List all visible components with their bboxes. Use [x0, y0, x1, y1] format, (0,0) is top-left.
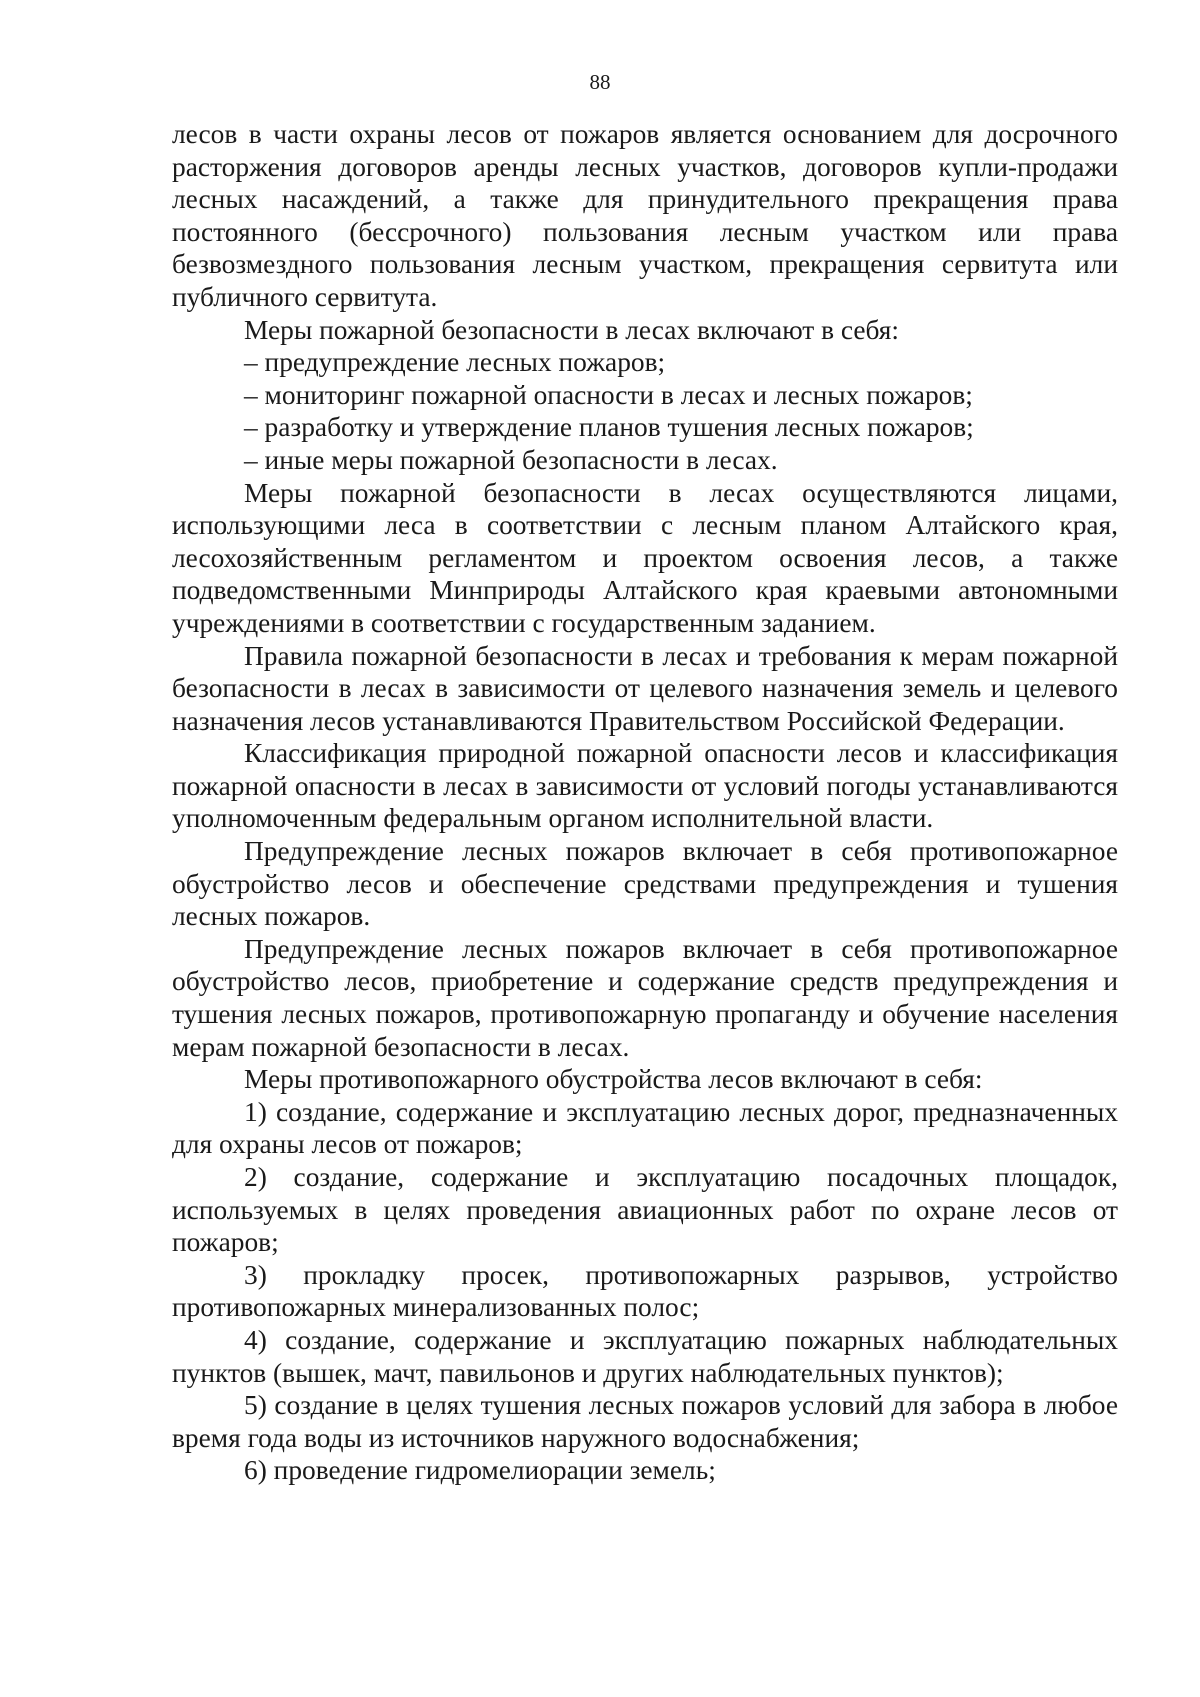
paragraph: Предупреждение лесных пожаров включает в себя противопожарное обустройство лесов и обеспечение средствами предупреждения и тушения лесных пожаров.	[172, 836, 1118, 932]
paragraph: Правила пожарной безопасности в лесах и требования к мерам пожарной безопасности в лесах в зависимости от целевого назначения земель и целевого назначения лесов устанавливаются Правительством Российской Федерации.	[172, 640, 1118, 736]
numbered-item: 4) создание, содержание и эксплуатацию пожарных наблюдательных пунктов (вышек, мачт, павильонов и других наблюдательных пунктов);	[172, 1324, 1118, 1388]
paragraph: Классификация природной пожарной опасности лесов и классификация пожарной опасности в лесах в зависимости от условий погоды устанавливаются уполномоченным федеральным органом исполнительной власти.	[172, 738, 1118, 834]
paragraph: лесов в части охраны лесов от пожаров является основанием для досрочного расторжения договоров аренды лесных участков, договоров купли-продажи лесных насаждений, а также для принудительного прекращения права постоянного (бессрочного) пользования лесным участком или права безвозмездного пользования лесным участком, прекращения сервитута или публичного сервитута.	[172, 119, 1118, 312]
paragraph: Меры пожарной безопасности в лесах осуществляются лицами, использующими леса в соответствии с лесным планом Алтайского края, лесохозяйственным регламентом и проектом освоения лесов, а также подведомственными Минприроды Алтайского края краевыми автономными учреждениями в соответствии с государственным заданием.	[172, 477, 1118, 638]
list-item: – мониторинг пожарной опасности в лесах и лесных пожаров;	[244, 379, 973, 410]
page-number: 88	[589, 70, 611, 94]
paragraph: Предупреждение лесных пожаров включает в себя противопожарное обустройство лесов, приобретение и содержание средств предупреждения и тушения лесных пожаров, противопожарную пропаганду и обучение населения мерам пожарной безопасности в лесах.	[172, 933, 1118, 1062]
list-item: – разработку и утверждение планов тушения лесных пожаров;	[244, 412, 974, 443]
body-text	[172, 118, 1118, 1487]
list-item: – предупреждение лесных пожаров;	[244, 347, 666, 378]
paragraph: Меры пожарной безопасности в лесах включают в себя:	[244, 314, 900, 345]
numbered-item: 3) прокладку просек, противопожарных разрывов, устройство противопожарных минерализованных полос;	[172, 1259, 1118, 1323]
paragraph: Меры противопожарного обустройства лесов включают в себя:	[244, 1064, 983, 1095]
list-item: – иные меры пожарной безопасности в лесах.	[244, 444, 778, 475]
numbered-item: 6) проведение гидромелиорации земель;	[244, 1455, 716, 1486]
numbered-item: 2) создание, содержание и эксплуатацию посадочных площадок, используемых в целях проведения авиационных работ по охране лесов от пожаров;	[172, 1162, 1118, 1258]
numbered-item: 1) создание, содержание и эксплуатацию лесных дорог, предназначенных для охраны лесов от пожаров;	[172, 1096, 1118, 1160]
numbered-item: 5) создание в целях тушения лесных пожаров условий для забора в любое время года воды из источников наружного водоснабжения;	[172, 1390, 1118, 1453]
